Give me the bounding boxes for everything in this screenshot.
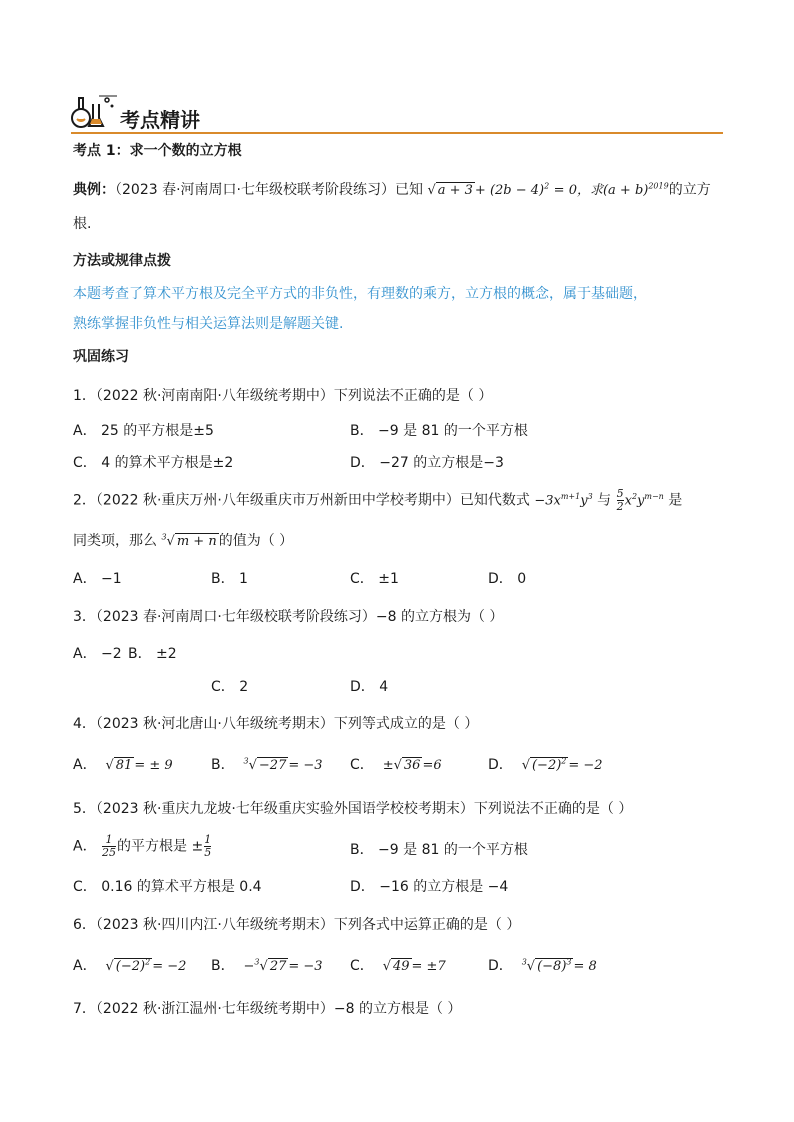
example-line-2: 根. xyxy=(73,216,92,232)
question-1-option-c: C． 4 的算术平方根是±2 xyxy=(73,455,234,471)
example-sqrt: √ a + 3 xyxy=(427,183,473,198)
question-3-option-c: C． 2 xyxy=(211,679,249,695)
question-3-stem: 3．（2023 春·河南周口·七年级校联考阶段练习）−8 的立方根为（ ） xyxy=(73,609,504,625)
example-line-1: 典例：（2023 春·河南周口·七年级校联考阶段练习）已知 √ $a + 3 + (2b - 4)^2 = 0$，求$(a + b)^{2019}$的立方 xyxy=(73,181,711,198)
section-header-title: 考点精讲 xyxy=(120,108,200,132)
question-4-option-d: D． √ $(-2)^2 = -2$ xyxy=(488,756,603,773)
question-2-option-d: D． 0 xyxy=(488,571,527,587)
example-label: 典例： xyxy=(73,182,115,198)
fraction: $\frac{5}{2}$ xyxy=(616,487,624,513)
question-6-option-d: D． $^3$√ $(-8)^3 = 8$ xyxy=(488,957,597,974)
question-6-option-b: B． −$^3$√ 27 = −3 xyxy=(211,957,323,974)
cube-root: $^3$√ m + n xyxy=(161,532,217,549)
question-7-stem: 7．（2022 秋·浙江温州·七年级统考期中）−8 的立方根是（ ） xyxy=(73,1001,462,1017)
question-3-option-d: D． 4 xyxy=(350,679,389,695)
question-2-option-b: B． 1 xyxy=(211,571,248,587)
practice-title: 巩固练习 xyxy=(73,349,129,365)
question-4-option-c: C． ±√ 36 =6 xyxy=(350,757,442,773)
question-4-option-b: B． $^3$√ −27 = −3 xyxy=(211,756,323,773)
question-2-option-c: C． ±1 xyxy=(350,571,399,587)
point-title: 考点 1：求一个数的立方根 xyxy=(73,143,242,159)
method-text-2: 熟练掌握非负性与相关运算法则是解题关键. xyxy=(73,316,344,332)
question-3-option-a: A． −2 xyxy=(73,646,122,662)
header-divider xyxy=(71,132,723,134)
question-6-option-c: C． √ 49 = ±7 xyxy=(350,958,446,974)
question-1-option-b: B． −9 是 81 的一个平方根 xyxy=(350,423,528,439)
question-1-stem: 1．（2022 秋·河南南阳·八年级统考期中）下列说法不正确的是（ ） xyxy=(73,388,493,404)
question-2-stem-line-1: 2．（2022 秋·重庆万州·八年级重庆市万州新田中学校考期中）已知代数式 $-3x^{m+1}y^3$ 与 $\frac{5}{2}$ $x^2y^{m-n}$ 是 xyxy=(73,487,683,513)
question-5-option-d: D． −16 的立方根是 −4 xyxy=(350,879,509,895)
question-3-option-b: B． ±2 xyxy=(128,646,177,662)
example-source: （2023 春·河南周口·七年级校联考阶段练习）已知 xyxy=(115,182,423,198)
question-5-option-b: B． −9 是 81 的一个平方根 xyxy=(350,842,528,858)
question-1-option-a: A． 25 的平方根是±5 xyxy=(73,423,214,439)
question-5-option-a: A． $\frac{1}{25}$ 的平方根是 ± $\frac{1}{5}$ xyxy=(73,833,212,859)
question-5-option-c: C． 0.16 的算术平方根是 0.4 xyxy=(73,879,262,895)
question-2-option-a: A． −1 xyxy=(73,571,122,587)
method-text-1: 本题考查了算术平方根及完全平方式的非负性，有理数的乘方，立方根的概念，属于基础题， xyxy=(73,286,647,302)
method-title: 方法或规律点拨 xyxy=(73,253,171,269)
question-2-stem-line-2: 同类项，那么 $^3$√ m + n 的值为（ ） xyxy=(73,532,294,549)
question-1-option-d: D． −27 的立方根是−3 xyxy=(350,455,504,471)
lab-flask-icon xyxy=(71,92,117,132)
question-5-stem: 5．（2023 秋·重庆九龙坡·七年级重庆实验外国语学校校考期末）下列说法不正确的是（ ） xyxy=(73,801,633,817)
question-6-stem: 6．（2023 秋·四川内江·八年级统考期末）下列各式中运算正确的是（ ） xyxy=(73,917,521,933)
question-4-option-a: A． √ 81 = ± 9 xyxy=(73,757,173,773)
question-6-option-a: A． √ $(-2)^2 = -2$ xyxy=(73,957,187,974)
question-4-stem: 4．（2023 秋·河北唐山·八年级统考期末）下列等式成立的是（ ） xyxy=(73,716,479,732)
